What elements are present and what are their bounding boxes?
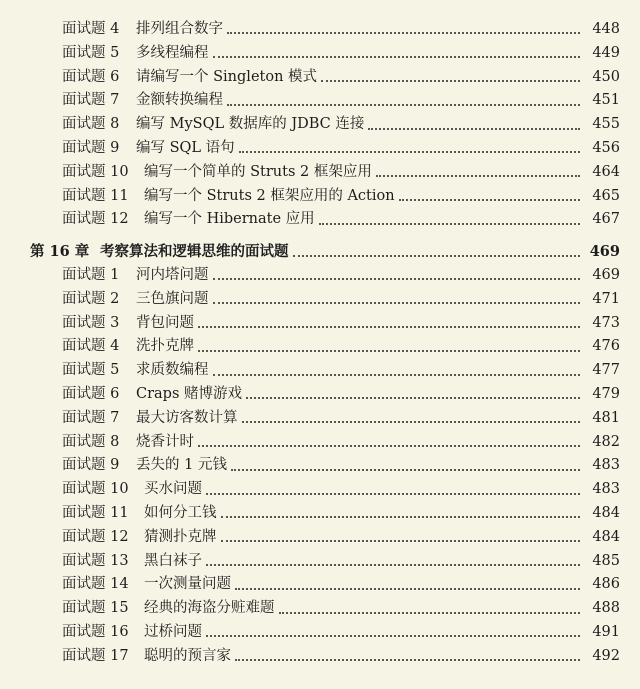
entry-number: 面试题 7 (62, 409, 120, 426)
toc-entry (0, 288, 640, 312)
toc-entry (0, 161, 640, 185)
dot-leader (206, 634, 580, 637)
dot-leader (221, 539, 581, 542)
entry-page: 476 (592, 338, 620, 355)
dot-leader (213, 277, 581, 280)
entry-title: 丢失的 1 元钱 (136, 457, 227, 474)
entry-page: 451 (592, 92, 620, 109)
entry-page: 483 (592, 481, 620, 498)
entry-number: 面试题 8 (62, 116, 120, 133)
entry-page: 492 (592, 647, 620, 664)
entry-title: 河内塔问题 (136, 266, 209, 283)
entry-title: 多线程编程 (136, 44, 209, 61)
entry-number: 面试题 12 (62, 528, 129, 545)
entry-number: 面试题 3 (62, 314, 120, 331)
dot-leader (198, 325, 580, 328)
entry-page: 481 (592, 409, 620, 426)
entry-title: 背包问题 (136, 314, 194, 331)
entry-number: 面试题 4 (62, 338, 120, 355)
toc-entry (0, 264, 640, 288)
entry-page: 467 (592, 211, 620, 228)
entry-page: 473 (592, 314, 620, 331)
entry-title: Craps 赌博游戏 (136, 385, 243, 402)
entry-title: 烧香计时 (136, 433, 194, 450)
toc-entry (0, 407, 640, 431)
entry-title: 洗扑克牌 (136, 338, 194, 355)
entry-number: 面试题 9 (62, 139, 120, 156)
dot-leader (213, 373, 581, 376)
entry-title: 一次测量问题 (144, 576, 231, 593)
entry-page: 456 (592, 139, 620, 156)
entry-page: 464 (592, 163, 620, 180)
table-of-contents (0, 18, 640, 669)
chapter-heading (0, 240, 640, 264)
entry-title: 请编写一个 Singleton 模式 (136, 68, 318, 85)
entry-page: 455 (592, 116, 620, 133)
entry-title: 金额转换编程 (136, 92, 223, 109)
dot-leader (246, 396, 580, 399)
dot-leader (206, 492, 580, 495)
toc-entry (0, 383, 640, 407)
entry-number: 面试题 1 (62, 266, 120, 283)
entry-title: 如何分工钱 (144, 504, 217, 521)
entry-title: 编写一个 Hibernate 应用 (144, 211, 315, 228)
entry-number: 面试题 9 (62, 457, 120, 474)
toc-entry (0, 431, 640, 455)
entry-title: 买水问题 (144, 481, 202, 498)
dot-leader (321, 79, 580, 82)
entry-number: 面试题 2 (62, 290, 120, 307)
entry-number: 面试题 8 (62, 433, 120, 450)
toc-entry (0, 208, 640, 232)
toc-entry (0, 137, 640, 161)
entry-number: 面试题 6 (62, 385, 120, 402)
entry-number: 面试题 5 (62, 362, 120, 379)
dot-leader (239, 150, 580, 153)
toc-entry (0, 66, 640, 90)
entry-page: 465 (592, 187, 620, 204)
dot-leader (213, 55, 581, 58)
dot-leader (198, 349, 580, 352)
toc-entry (0, 359, 640, 383)
entry-number: 面试题 15 (62, 600, 129, 617)
entry-title: 最大访客数计算 (136, 409, 238, 426)
toc-entry (0, 573, 640, 597)
entry-title: 编写 SQL 语句 (136, 139, 235, 156)
entry-title: 过桥问题 (144, 623, 202, 640)
toc-entry (0, 185, 640, 209)
dot-leader (198, 444, 580, 447)
dot-leader (227, 31, 580, 34)
entry-page: 484 (592, 504, 620, 521)
dot-leader (231, 468, 580, 471)
dot-leader (376, 174, 580, 177)
chapter-title: 考察算法和逻辑思维的面试题 (100, 243, 289, 261)
chapter-number: 第 16 章 (30, 243, 90, 261)
dot-leader (221, 515, 581, 518)
toc-entry (0, 526, 640, 550)
entry-page: 469 (592, 266, 620, 283)
dot-leader (319, 222, 580, 225)
entry-number: 面试题 6 (62, 68, 120, 85)
entry-page: 485 (592, 552, 620, 569)
entry-number: 面试题 10 (62, 163, 129, 180)
entry-page: 479 (592, 385, 620, 402)
entry-number: 面试题 7 (62, 92, 120, 109)
dot-leader (399, 198, 580, 201)
entry-page: 483 (592, 457, 620, 474)
entry-number: 面试题 16 (62, 623, 129, 640)
entry-page: 448 (592, 21, 620, 37)
entry-page: 488 (592, 600, 620, 617)
toc-entry (0, 597, 640, 621)
entry-title: 编写 MySQL 数据库的 JDBC 连接 (136, 116, 365, 133)
entry-title: 黑白袜子 (144, 552, 202, 569)
entry-title: 经典的海盗分赃难题 (144, 600, 275, 617)
entry-number: 面试题 11 (62, 504, 129, 521)
entry-page: 471 (592, 290, 620, 307)
entry-page: 482 (592, 433, 620, 450)
entry-number: 面试题 10 (62, 481, 129, 498)
entry-page: 491 (592, 623, 620, 640)
entry-number: 面试题 17 (62, 647, 129, 664)
dot-leader (242, 420, 581, 423)
toc-entry (0, 335, 640, 359)
toc-entry (0, 645, 640, 669)
entry-title: 排列组合数字 (136, 21, 223, 37)
entry-page: 450 (592, 68, 620, 85)
dot-leader (213, 301, 581, 304)
toc-entry (0, 550, 640, 574)
toc-entry (0, 42, 640, 66)
toc-entry (0, 478, 640, 502)
toc-entry (0, 621, 640, 645)
entry-page: 486 (592, 576, 620, 593)
toc-entry (0, 113, 640, 137)
entry-number: 面试题 11 (62, 187, 129, 204)
entry-number: 面试题 14 (62, 576, 129, 593)
toc-entry (0, 502, 640, 526)
entry-number: 面试题 13 (62, 552, 129, 569)
entry-number: 面试题 4 (62, 21, 120, 37)
toc-entry (0, 18, 640, 42)
toc-entry (0, 454, 640, 478)
entry-page: 484 (592, 528, 620, 545)
entry-title: 编写一个 Struts 2 框架应用的 Action (144, 187, 395, 204)
dot-leader (206, 563, 580, 566)
dot-leader (293, 254, 581, 257)
entry-number: 面试题 12 (62, 211, 129, 228)
entry-title: 聪明的预言家 (144, 647, 231, 664)
chapter-page: 469 (589, 243, 620, 261)
dot-leader (235, 658, 580, 661)
entry-page: 449 (592, 44, 620, 61)
dot-leader (227, 103, 580, 106)
dot-leader (235, 587, 580, 590)
toc-entry (0, 89, 640, 113)
entry-title: 编写一个简单的 Struts 2 框架应用 (144, 163, 372, 180)
entry-title: 求质数编程 (136, 362, 209, 379)
entry-number: 面试题 5 (62, 44, 120, 61)
toc-entry (0, 312, 640, 336)
dot-leader (279, 611, 581, 614)
entry-title: 三色旗问题 (136, 290, 209, 307)
entry-title: 猜测扑克牌 (144, 528, 217, 545)
entry-page: 477 (592, 362, 620, 379)
dot-leader (368, 127, 580, 130)
